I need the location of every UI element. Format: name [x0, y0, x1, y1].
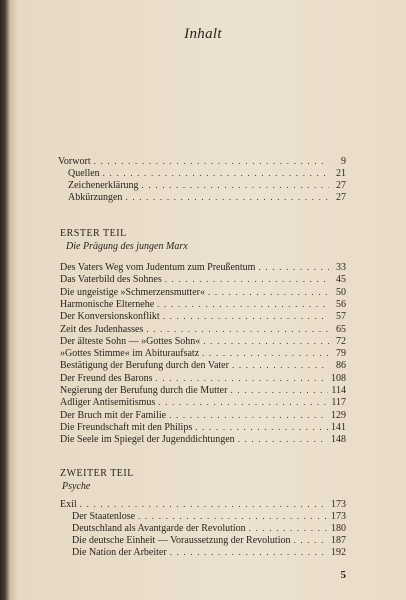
toc-entry-page: 148 [331, 434, 346, 446]
part-two-subtitle: Psyche [62, 481, 91, 492]
toc-entry [60, 433, 346, 446]
dot-leader [293, 534, 328, 546]
toc-entry [68, 191, 346, 204]
toc-entry-title: Quellen [68, 168, 100, 179]
dot-leader [94, 155, 329, 167]
toc-entry-page: 9 [341, 156, 346, 167]
dot-leader [163, 310, 329, 322]
toc-entry-title: Bestätigung der Berufung durch den Vater [60, 360, 229, 372]
toc-entry-title: Die ungeistige »Schmerzensmutter« [60, 286, 205, 298]
dot-leader [155, 372, 328, 384]
toc-entry-page: 27 [336, 192, 346, 203]
toc-entry-page: 129 [331, 409, 346, 421]
toc-entry-title: Die Freundschaft mit den Philips [60, 421, 193, 433]
toc-entry [60, 273, 346, 286]
toc-entry [60, 409, 346, 422]
toc-entry-title: Die Seele im Spiegel der Jugenddichtungen [60, 434, 235, 446]
dot-leader [169, 409, 328, 421]
toc-entry-title: Harmonische Elternehe [60, 298, 155, 310]
toc-entry-page: 50 [336, 286, 346, 298]
part-one-subtitle: Die Prägung des jungen Marx [66, 241, 188, 252]
dot-leader [208, 286, 329, 298]
toc-entry-page: 56 [336, 298, 346, 310]
dot-leader [238, 433, 328, 445]
page-number: 5 [340, 569, 346, 581]
dot-leader [158, 396, 328, 408]
toc-entry [60, 310, 346, 323]
toc-entry-title: Der Bruch mit der Familie [60, 409, 167, 421]
toc-entry-title: Zeit des Judenhasses [60, 323, 144, 335]
toc-entry [60, 396, 346, 409]
dot-leader [249, 522, 328, 534]
toc-entry-title: Abkürzungen [68, 192, 123, 203]
dot-leader [203, 335, 329, 347]
toc-entry-page: 114 [331, 385, 346, 396]
toc-entry-title: Der Staatenlose [72, 511, 136, 522]
part-two-heading: ZWEITER TEIL [60, 468, 134, 479]
toc-entry-page: 108 [331, 372, 346, 384]
dot-leader [258, 261, 329, 273]
toc-entry-title: Adliger Antisemitismus [60, 397, 156, 409]
dot-leader [138, 510, 328, 522]
toc-entry-title: Das Vaterbild des Sohnes [60, 274, 162, 286]
toc-entry-page: 192 [331, 547, 346, 558]
toc-entry-title: Negierung der Berufung durch die Mutter [60, 385, 228, 396]
toc-entry-page: 180 [331, 523, 346, 534]
toc-entry-page: 45 [336, 274, 346, 286]
dot-leader [157, 298, 329, 310]
dot-leader [230, 384, 328, 396]
toc-entry-title: Der Freund des Barons [60, 372, 153, 384]
toc-entry-title: Der älteste Sohn — »Gottes Sohn« [60, 335, 201, 347]
toc-entry-title: »Gottes Stimme« im Abituraufsatz [60, 348, 200, 360]
dot-leader [103, 167, 329, 179]
toc-entry-page: 173 [331, 499, 346, 510]
toc-entry-page: 27 [336, 180, 346, 191]
toc-entry-title: Der Konversionskonflikt [60, 311, 160, 323]
dot-leader [165, 273, 329, 285]
dot-leader [125, 191, 329, 203]
toc-entry-page: 79 [336, 348, 346, 360]
toc-entry [60, 359, 346, 372]
dot-leader [202, 347, 329, 359]
toc-entry-page: 86 [336, 360, 346, 372]
toc-entry-page: 21 [336, 168, 346, 179]
toc-entry [60, 323, 346, 336]
toc-entry-title: Zeichenerklärung [68, 180, 139, 191]
toc-entry [60, 421, 346, 434]
dot-leader [170, 546, 328, 558]
toc-entry [60, 347, 346, 360]
toc-entry [60, 384, 346, 397]
toc-entry-page: 33 [336, 262, 346, 273]
dot-leader [232, 359, 329, 371]
toc-entry [60, 335, 346, 348]
dot-leader [146, 323, 329, 335]
toc-entry-page: 57 [336, 311, 346, 323]
toc-entry [60, 261, 346, 274]
toc-entry-page: 173 [331, 511, 346, 522]
toc-entry-title: Exil [60, 499, 77, 510]
toc-entry-title: Die deutsche Einheit — Voraussetzung der Revolution [72, 535, 291, 546]
toc-entry [60, 298, 346, 311]
toc-entry-page: 72 [336, 335, 346, 347]
toc-entry-page: 141 [331, 421, 346, 433]
toc-entry-title: Die Nation der Arbeiter [72, 547, 167, 558]
toc-entry-page: 65 [336, 323, 346, 335]
dot-leader [142, 179, 329, 191]
toc-entry-title: Des Vaters Weg vom Judentum zum Preußentum [60, 262, 256, 273]
dot-leader [80, 498, 328, 510]
toc-entry [72, 546, 346, 559]
toc-entry [60, 372, 346, 385]
toc-entry-title: Deutschland als Avantgarde der Revolution [72, 523, 246, 534]
dot-leader [195, 421, 328, 433]
page-title: Inhalt [184, 26, 222, 42]
toc-entry [60, 286, 346, 299]
toc-entry-page: 187 [331, 535, 346, 546]
part-one-heading: ERSTER TEIL [60, 228, 127, 239]
toc-entry-title: Vorwort [58, 156, 91, 167]
toc-entry-page: 117 [331, 397, 346, 409]
